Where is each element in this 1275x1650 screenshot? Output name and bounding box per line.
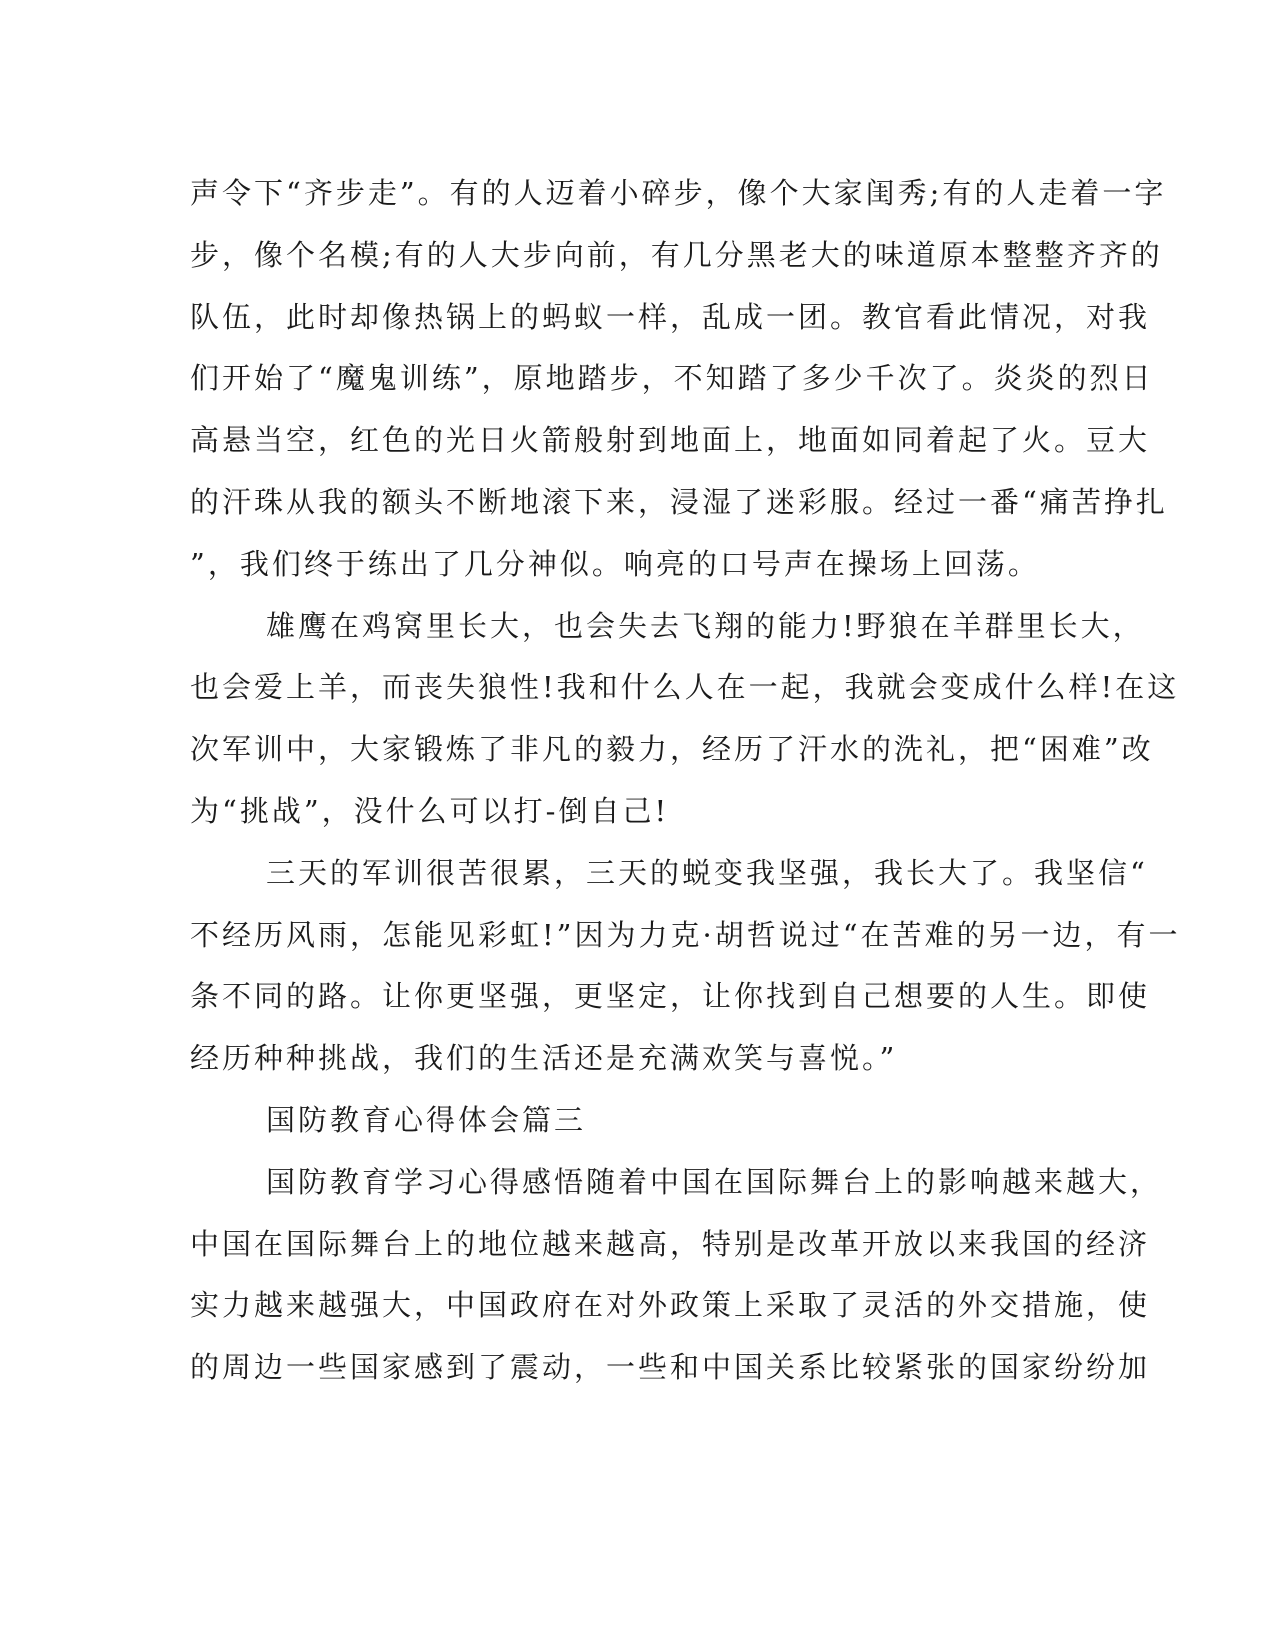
text-line: 们开始了“魔鬼训练”，原地踏步，不知踏了多少千次了。炎炎的烈日 xyxy=(190,361,1154,396)
text-line: 实力越来越强大，中国政府在对外政策上采取了灵活的外交措施，使 xyxy=(190,1288,1151,1323)
text-line: 为“挑战”，没什么可以打-倒自己! xyxy=(190,793,670,828)
text-line: 次军训中，大家锻炼了非凡的毅力，经历了汗水的洗礼，把“困难”改 xyxy=(190,732,1154,767)
body-text xyxy=(190,163,1181,1399)
text-line: 队伍，此时却像热锅上的蚂蚁一样，乱成一团。教官看此情况，对我 xyxy=(190,299,1151,334)
text-line: ”，我们终于练出了几分神似。响亮的口号声在操场上回荡。 xyxy=(190,546,1040,581)
text-line: 高悬当空，红色的光日火箭般射到地面上，地面如同着起了火。豆大 xyxy=(190,423,1151,458)
text-line: 的周边一些国家感到了震动，一些和中国关系比较紧张的国家纷纷加 xyxy=(190,1350,1151,1385)
text-line: 不经历风雨，怎能见彩虹!”因为力克·胡哲说过“在苦难的另一边，有一 xyxy=(190,917,1181,952)
text-line: 的汗珠从我的额头不断地滚下来，浸湿了迷彩服。经过一番“痛苦挣扎 xyxy=(190,484,1168,519)
section-heading: 国防教育心得体会篇三 xyxy=(266,1102,587,1137)
text-line: 中国在国际舞台上的地位越来越高，特别是改革开放以来我国的经济 xyxy=(190,1226,1151,1261)
text-line: 声令下“齐步走”。有的人迈着小碎步，像个大家闺秀;有的人走着一字 xyxy=(190,176,1167,210)
text-line: 也会爱上羊，而丧失狼性!我和什么人在一起，我就会变成什么样!在这 xyxy=(190,670,1180,705)
text-line: 步，像个名模;有的人大步向前，有几分黑老大的味道原本整整齐齐的 xyxy=(190,237,1163,272)
paragraph-start-line: 雄鹰在鸡窝里长大，也会失去飞翔的能力!野狼在羊群里长大， xyxy=(266,608,1145,643)
paragraph-start-line: 国防教育学习心得感悟随着中国在国际舞台上的影响越来越大， xyxy=(266,1164,1163,1199)
text-line: 条不同的路。让你更坚强，更坚定，让你找到自己想要的人生。即使 xyxy=(190,979,1151,1014)
paragraph-start-line: 三天的军训很苦很累，三天的蜕变我坚强，我长大了。我坚信“ xyxy=(266,855,1148,890)
text-line: 经历种种挑战，我们的生活还是充满欢笑与喜悦。” xyxy=(190,1041,898,1076)
